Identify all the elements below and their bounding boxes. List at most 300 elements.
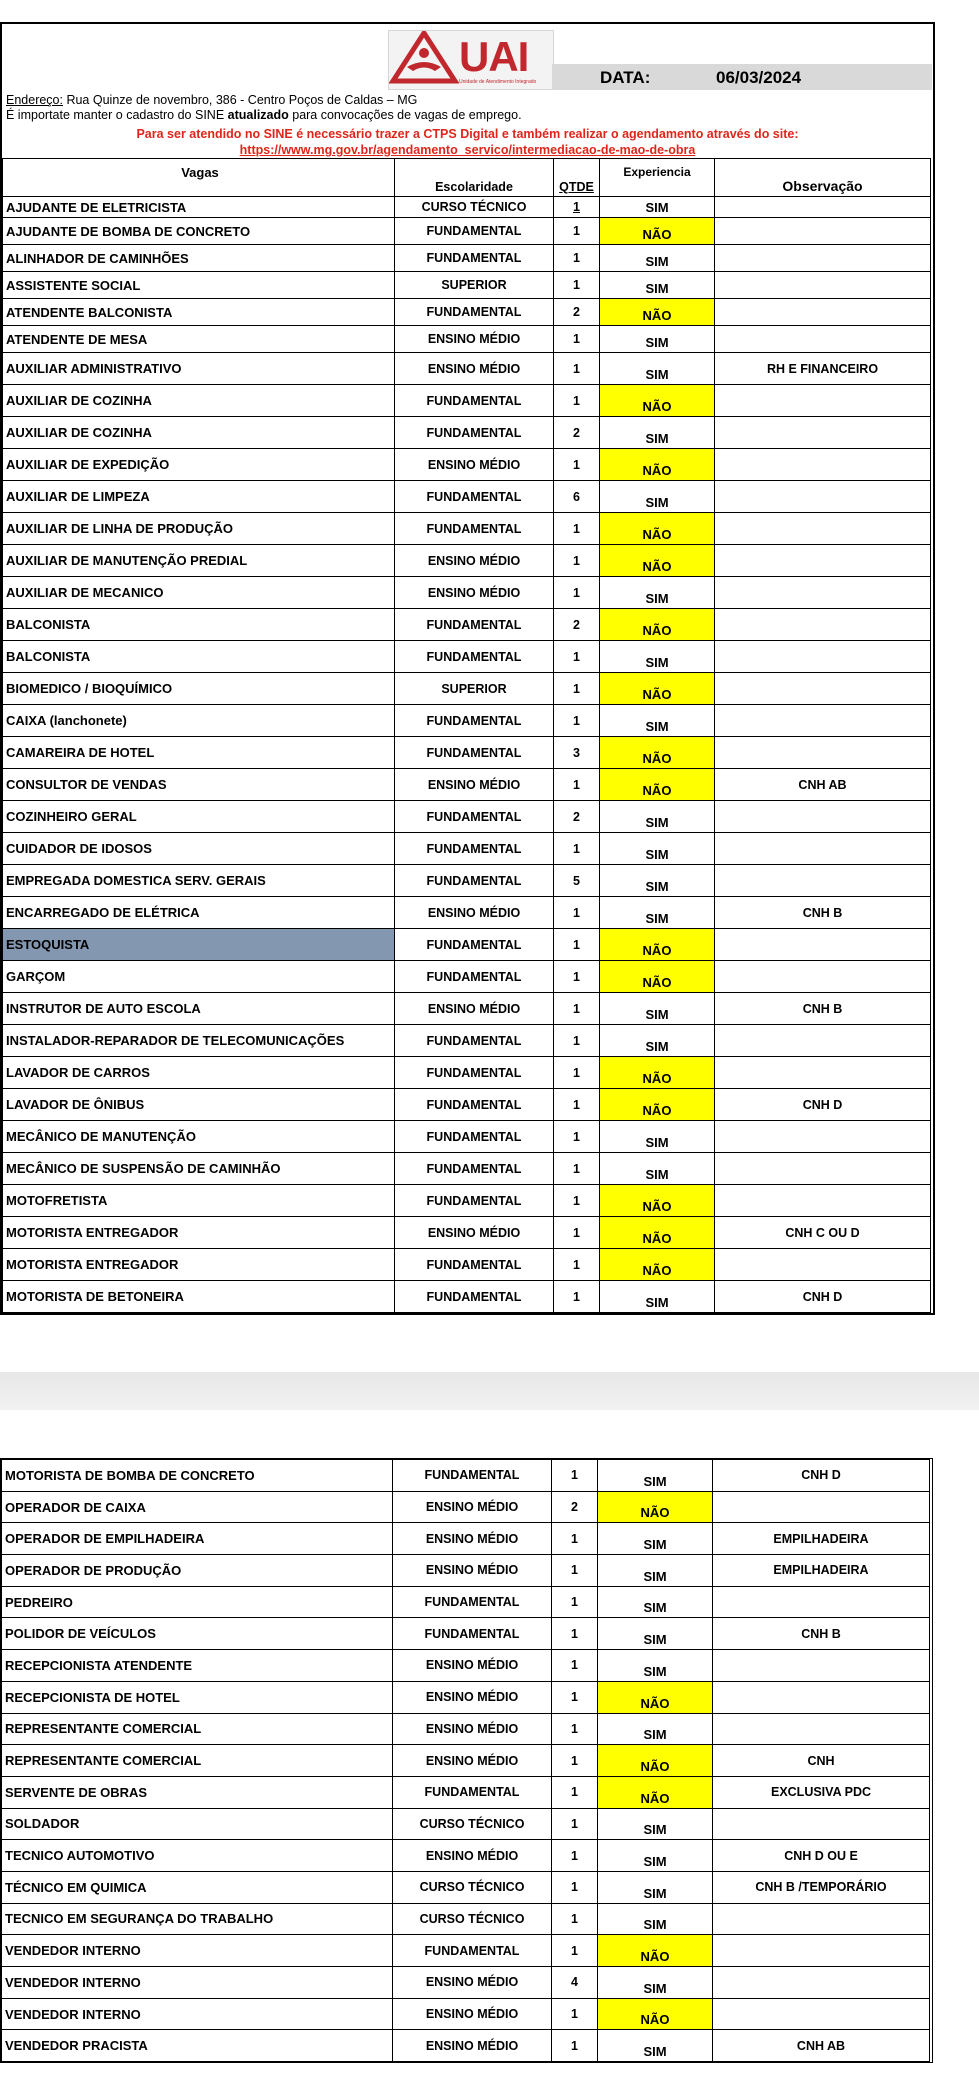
address-label: Endereço: bbox=[6, 93, 63, 107]
page-1 bbox=[0, 22, 935, 1315]
qtde-cell: 1 bbox=[554, 1089, 600, 1121]
qtde-cell: 1 bbox=[554, 1281, 600, 1313]
qtde-cell: 2 bbox=[554, 417, 600, 449]
qtde-cell: 1 bbox=[554, 929, 600, 961]
table-row bbox=[2, 1745, 930, 1777]
observacao-cell bbox=[715, 609, 931, 641]
observacao-cell: EMPILHADEIRA bbox=[713, 1523, 930, 1555]
date-label: DATA: bbox=[600, 68, 651, 87]
note-prefix: É importate manter o cadastro do SINE bbox=[6, 108, 228, 122]
registration-note bbox=[6, 108, 522, 122]
experiencia-cell: SIM bbox=[600, 865, 715, 897]
observacao-cell bbox=[713, 1586, 930, 1618]
escolaridade-cell: ENSINO MÉDIO bbox=[395, 449, 554, 481]
escolaridade-cell: FUNDAMENTAL bbox=[395, 929, 554, 961]
observacao-cell: CNH D bbox=[713, 1460, 930, 1492]
escolaridade-cell: FUNDAMENTAL bbox=[395, 609, 554, 641]
vaga-cell: OPERADOR DE PRODUÇÃO bbox=[2, 1555, 393, 1587]
observacao-cell: CNH B bbox=[713, 1618, 930, 1650]
qtde-cell: 1 bbox=[552, 1681, 598, 1713]
qtde-cell: 1 bbox=[552, 1650, 598, 1682]
vaga-cell: INSTALADOR-REPARADOR DE TELECOMUNICAÇÕES bbox=[3, 1025, 395, 1057]
table-row bbox=[3, 769, 931, 801]
observacao-cell bbox=[715, 673, 931, 705]
vaga-cell: RECEPCIONISTA ATENDENTE bbox=[2, 1650, 393, 1682]
qtde-cell: 1 bbox=[552, 1523, 598, 1555]
vaga-cell: MOTORISTA ENTREGADOR bbox=[3, 1217, 395, 1249]
table-row bbox=[3, 801, 931, 833]
escolaridade-cell: FUNDAMENTAL bbox=[395, 705, 554, 737]
experiencia-cell: SIM bbox=[598, 1871, 713, 1903]
experiencia-cell: SIM bbox=[598, 1523, 713, 1555]
vaga-cell: CAMAREIRA DE HOTEL bbox=[3, 737, 395, 769]
table-row bbox=[3, 197, 931, 218]
qtde-cell: 1 bbox=[554, 1217, 600, 1249]
vaga-cell: ATENDENTE DE MESA bbox=[3, 326, 395, 353]
vaga-cell: COZINHEIRO GERAL bbox=[3, 801, 395, 833]
vaga-cell: VENDEDOR INTERNO bbox=[2, 1998, 393, 2030]
escolaridade-cell: FUNDAMENTAL bbox=[395, 299, 554, 326]
table-row bbox=[3, 481, 931, 513]
table-row bbox=[2, 1967, 930, 1999]
escolaridade-cell: FUNDAMENTAL bbox=[395, 218, 554, 245]
vaga-cell: OPERADOR DE EMPILHADEIRA bbox=[2, 1523, 393, 1555]
escolaridade-cell: FUNDAMENTAL bbox=[395, 641, 554, 673]
observacao-cell bbox=[713, 1491, 930, 1523]
logo-text: UAI bbox=[459, 33, 529, 80]
escolaridade-cell: ENSINO MÉDIO bbox=[395, 993, 554, 1025]
experiencia-cell: NÃO bbox=[600, 961, 715, 993]
escolaridade-cell: FUNDAMENTAL bbox=[395, 1249, 554, 1281]
table-body-page-2 bbox=[2, 1460, 930, 2062]
vaga-cell: AUXILIAR DE COZINHA bbox=[3, 417, 395, 449]
table-row bbox=[3, 865, 931, 897]
experiencia-cell: NÃO bbox=[600, 1185, 715, 1217]
vaga-cell: RECEPCIONISTA DE HOTEL bbox=[2, 1681, 393, 1713]
escolaridade-cell: ENSINO MÉDIO bbox=[393, 1650, 552, 1682]
vaga-cell: PEDREIRO bbox=[2, 1586, 393, 1618]
table-row bbox=[3, 737, 931, 769]
page-gap bbox=[0, 1372, 979, 1410]
qtde-cell: 1 bbox=[554, 897, 600, 929]
observacao-cell: CNH D OU E bbox=[713, 1840, 930, 1872]
vaga-cell: SOLDADOR bbox=[2, 1808, 393, 1840]
qtde-cell: 1 bbox=[552, 1776, 598, 1808]
experiencia-cell: NÃO bbox=[600, 1057, 715, 1089]
escolaridade-cell: FUNDAMENTAL bbox=[393, 1618, 552, 1650]
observacao-cell bbox=[715, 1025, 931, 1057]
observacao-cell: CNH AB bbox=[713, 2030, 930, 2062]
qtde-cell: 1 bbox=[552, 1871, 598, 1903]
table-row bbox=[3, 1153, 931, 1185]
experiencia-cell: NÃO bbox=[600, 929, 715, 961]
uai-logo bbox=[388, 30, 554, 90]
observacao-cell bbox=[715, 326, 931, 353]
col-experiencia: Experiencia bbox=[600, 159, 715, 197]
escolaridade-cell: ENSINO MÉDIO bbox=[393, 1713, 552, 1745]
qtde-cell: 1 bbox=[554, 641, 600, 673]
vaga-cell: MOTOFRETISTA bbox=[3, 1185, 395, 1217]
vaga-cell: REPRESENTANTE COMERCIAL bbox=[2, 1745, 393, 1777]
table-row bbox=[2, 1713, 930, 1745]
escolaridade-cell: FUNDAMENTAL bbox=[395, 801, 554, 833]
experiencia-cell: NÃO bbox=[600, 218, 715, 245]
escolaridade-cell: ENSINO MÉDIO bbox=[393, 2030, 552, 2062]
escolaridade-cell: ENSINO MÉDIO bbox=[395, 545, 554, 577]
observacao-cell bbox=[715, 705, 931, 737]
vaga-cell: CONSULTOR DE VENDAS bbox=[3, 769, 395, 801]
observacao-cell bbox=[713, 1903, 930, 1935]
escolaridade-cell: FUNDAMENTAL bbox=[395, 481, 554, 513]
experiencia-cell: SIM bbox=[600, 245, 715, 272]
escolaridade-cell: ENSINO MÉDIO bbox=[393, 1967, 552, 1999]
table-row bbox=[3, 353, 931, 385]
vaga-cell: SERVENTE DE OBRAS bbox=[2, 1776, 393, 1808]
table-row bbox=[3, 417, 931, 449]
observacao-cell bbox=[715, 272, 931, 299]
escolaridade-cell: FUNDAMENTAL bbox=[395, 1121, 554, 1153]
experiencia-cell: SIM bbox=[600, 353, 715, 385]
observacao-cell bbox=[715, 513, 931, 545]
table-row bbox=[2, 2030, 930, 2062]
qtde-cell: 1 bbox=[552, 1998, 598, 2030]
table-row bbox=[2, 1808, 930, 1840]
table-row bbox=[3, 449, 931, 481]
escolaridade-cell: ENSINO MÉDIO bbox=[393, 1745, 552, 1777]
observacao-cell bbox=[715, 1185, 931, 1217]
col-observacao: Observação bbox=[715, 159, 931, 197]
qtde-cell: 1 bbox=[554, 245, 600, 272]
escolaridade-cell: FUNDAMENTAL bbox=[395, 245, 554, 272]
experiencia-cell: NÃO bbox=[600, 1249, 715, 1281]
vaga-cell: CUIDADOR DE IDOSOS bbox=[3, 833, 395, 865]
escolaridade-cell: CURSO TÉCNICO bbox=[395, 197, 554, 218]
experiencia-cell: NÃO bbox=[598, 1935, 713, 1967]
experiencia-cell: SIM bbox=[598, 1586, 713, 1618]
experiencia-cell: NÃO bbox=[600, 673, 715, 705]
escolaridade-cell: FUNDAMENTAL bbox=[393, 1586, 552, 1618]
vaga-cell: VENDEDOR INTERNO bbox=[2, 1935, 393, 1967]
table-row bbox=[3, 1089, 931, 1121]
qtde-cell: 1 bbox=[552, 1840, 598, 1872]
table-row bbox=[2, 1998, 930, 2030]
experiencia-cell: SIM bbox=[600, 272, 715, 299]
vaga-cell: VENDEDOR INTERNO bbox=[2, 1967, 393, 1999]
table-row bbox=[3, 673, 931, 705]
qtde-cell: 4 bbox=[552, 1967, 598, 1999]
table-header-row bbox=[3, 159, 931, 197]
table-row bbox=[2, 1618, 930, 1650]
table-row bbox=[3, 577, 931, 609]
experiencia-cell: NÃO bbox=[598, 1776, 713, 1808]
experiencia-cell: NÃO bbox=[600, 769, 715, 801]
vaga-cell: CAIXA (lanchonete) bbox=[3, 705, 395, 737]
table-row bbox=[2, 1460, 930, 1492]
qtde-cell: 1 bbox=[552, 2030, 598, 2062]
vaga-cell: REPRESENTANTE COMERCIAL bbox=[2, 1713, 393, 1745]
escolaridade-cell: ENSINO MÉDIO bbox=[393, 1523, 552, 1555]
observacao-cell bbox=[715, 1153, 931, 1185]
observacao-cell bbox=[713, 1967, 930, 1999]
escolaridade-cell: ENSINO MÉDIO bbox=[395, 769, 554, 801]
table-row bbox=[3, 1121, 931, 1153]
observacao-cell bbox=[715, 865, 931, 897]
experiencia-cell: SIM bbox=[598, 1555, 713, 1587]
qtde-cell: 1 bbox=[554, 673, 600, 705]
experiencia-cell: SIM bbox=[600, 1025, 715, 1057]
escolaridade-cell: FUNDAMENTAL bbox=[395, 865, 554, 897]
experiencia-cell: SIM bbox=[598, 2030, 713, 2062]
qtde-cell: 1 bbox=[552, 1555, 598, 1587]
escolaridade-cell: ENSINO MÉDIO bbox=[395, 353, 554, 385]
observacao-cell bbox=[715, 1249, 931, 1281]
table-row bbox=[3, 326, 931, 353]
vaga-cell: BIOMEDICO / BIOQUÍMICO bbox=[3, 673, 395, 705]
escolaridade-cell: FUNDAMENTAL bbox=[395, 417, 554, 449]
experiencia-cell: SIM bbox=[600, 833, 715, 865]
experiencia-cell: SIM bbox=[600, 417, 715, 449]
qtde-cell: 1 bbox=[554, 513, 600, 545]
observacao-cell: CNH C OU D bbox=[715, 1217, 931, 1249]
qtde-cell: 1 bbox=[552, 1713, 598, 1745]
page-2 bbox=[0, 1458, 933, 2063]
qtde-cell: 2 bbox=[554, 609, 600, 641]
table-row bbox=[3, 705, 931, 737]
vacancies-table-page-1 bbox=[2, 158, 931, 1313]
observacao-cell: EMPILHADEIRA bbox=[713, 1555, 930, 1587]
observacao-cell: CNH bbox=[713, 1745, 930, 1777]
experiencia-cell: NÃO bbox=[600, 513, 715, 545]
observacao-cell bbox=[715, 449, 931, 481]
escolaridade-cell: ENSINO MÉDIO bbox=[393, 1681, 552, 1713]
escolaridade-cell: FUNDAMENTAL bbox=[393, 1460, 552, 1492]
qtde-cell: 1 bbox=[554, 577, 600, 609]
observacao-cell bbox=[715, 961, 931, 993]
observacao-cell: CNH D bbox=[715, 1281, 931, 1313]
qtde-cell: 1 bbox=[554, 833, 600, 865]
escolaridade-cell: ENSINO MÉDIO bbox=[395, 577, 554, 609]
vaga-cell: AUXILIAR DE LINHA DE PRODUÇÃO bbox=[3, 513, 395, 545]
table-row bbox=[3, 272, 931, 299]
table-row bbox=[3, 961, 931, 993]
observacao-cell bbox=[713, 1935, 930, 1967]
experiencia-cell: SIM bbox=[600, 641, 715, 673]
vaga-cell: ENCARREGADO DE ELÉTRICA bbox=[3, 897, 395, 929]
escolaridade-cell: CURSO TÉCNICO bbox=[393, 1808, 552, 1840]
table-row bbox=[3, 993, 931, 1025]
qtde-cell: 1 bbox=[554, 272, 600, 299]
escolaridade-cell: FUNDAMENTAL bbox=[395, 1025, 554, 1057]
qtde-cell: 1 bbox=[554, 218, 600, 245]
address-line bbox=[6, 93, 417, 107]
experiencia-cell: NÃO bbox=[598, 1681, 713, 1713]
table-row bbox=[3, 385, 931, 417]
experiencia-cell: SIM bbox=[598, 1650, 713, 1682]
table-row bbox=[3, 897, 931, 929]
vaga-cell: LAVADOR DE ÔNIBUS bbox=[3, 1089, 395, 1121]
date-bar bbox=[552, 64, 932, 90]
vaga-cell: AUXILIAR ADMINISTRATIVO bbox=[3, 353, 395, 385]
address-text: Rua Quinze de novembro, 386 - Centro Poços de Caldas – MG bbox=[62, 93, 418, 107]
experiencia-cell: SIM bbox=[600, 1281, 715, 1313]
vaga-cell: POLIDOR DE VEÍCULOS bbox=[2, 1618, 393, 1650]
table-row bbox=[2, 1650, 930, 1682]
experiencia-cell: SIM bbox=[598, 1618, 713, 1650]
experiencia-cell: SIM bbox=[598, 1808, 713, 1840]
vaga-cell: INSTRUTOR DE AUTO ESCOLA bbox=[3, 993, 395, 1025]
observacao-cell bbox=[715, 417, 931, 449]
experiencia-cell: SIM bbox=[598, 1713, 713, 1745]
observacao-cell bbox=[715, 385, 931, 417]
table-row bbox=[3, 1249, 931, 1281]
col-escolaridade: Escolaridade bbox=[395, 159, 554, 197]
experiencia-cell: SIM bbox=[598, 1460, 713, 1492]
observacao-cell bbox=[715, 641, 931, 673]
experiencia-cell: NÃO bbox=[600, 299, 715, 326]
note-bold: atualizado bbox=[227, 108, 289, 122]
table-row bbox=[2, 1555, 930, 1587]
experiencia-cell: NÃO bbox=[600, 1217, 715, 1249]
escolaridade-cell: FUNDAMENTAL bbox=[395, 513, 554, 545]
table-row bbox=[2, 1523, 930, 1555]
observacao-cell bbox=[715, 1121, 931, 1153]
qtde-cell: 1 bbox=[554, 993, 600, 1025]
qtde-cell: 1 bbox=[554, 385, 600, 417]
vaga-cell: TECNICO EM SEGURANÇA DO TRABALHO bbox=[2, 1903, 393, 1935]
qtde-cell: 5 bbox=[554, 865, 600, 897]
vaga-cell: ALINHADOR DE CAMINHÕES bbox=[3, 245, 395, 272]
vaga-cell: AJUDANTE DE BOMBA DE CONCRETO bbox=[3, 218, 395, 245]
observacao-cell: CNH D bbox=[715, 1089, 931, 1121]
table-row bbox=[3, 218, 931, 245]
table-row bbox=[2, 1840, 930, 1872]
qtde-cell: 1 bbox=[552, 1618, 598, 1650]
observacao-cell bbox=[715, 481, 931, 513]
experiencia-cell: NÃO bbox=[600, 609, 715, 641]
observacao-cell bbox=[715, 218, 931, 245]
escolaridade-cell: FUNDAMENTAL bbox=[393, 1935, 552, 1967]
escolaridade-cell: CURSO TÉCNICO bbox=[393, 1871, 552, 1903]
table-row bbox=[3, 1281, 931, 1313]
experiencia-cell: SIM bbox=[598, 1967, 713, 1999]
table-row bbox=[3, 929, 931, 961]
table-row bbox=[3, 299, 931, 326]
observacao-cell bbox=[715, 1057, 931, 1089]
escolaridade-cell: SUPERIOR bbox=[395, 272, 554, 299]
experiencia-cell: SIM bbox=[600, 705, 715, 737]
observacao-cell: CNH B bbox=[715, 993, 931, 1025]
qtde-cell: 1 bbox=[554, 961, 600, 993]
qtde-cell: 1 bbox=[554, 1185, 600, 1217]
observacao-cell bbox=[713, 1808, 930, 1840]
qtde-cell: 1 bbox=[552, 1745, 598, 1777]
vaga-cell: TECNICO AUTOMOTIVO bbox=[2, 1840, 393, 1872]
escolaridade-cell: FUNDAMENTAL bbox=[395, 833, 554, 865]
observacao-cell bbox=[713, 1998, 930, 2030]
experiencia-cell: NÃO bbox=[600, 1089, 715, 1121]
scheduling-link[interactable]: https://www.mg.gov.br/agendamento_servico/intermediacao-de-mao-de-obra bbox=[239, 143, 696, 157]
vaga-cell: ESTOQUISTA bbox=[3, 929, 395, 961]
table-row bbox=[2, 1491, 930, 1523]
col-qtde: QTDE bbox=[554, 159, 600, 197]
experiencia-cell: NÃO bbox=[598, 1998, 713, 2030]
observacao-cell: CNH AB bbox=[715, 769, 931, 801]
table-row bbox=[3, 245, 931, 272]
table-row bbox=[3, 641, 931, 673]
vaga-cell: LAVADOR DE CARROS bbox=[3, 1057, 395, 1089]
vaga-cell: AUXILIAR DE EXPEDIÇÃO bbox=[3, 449, 395, 481]
vaga-cell: OPERADOR DE CAIXA bbox=[2, 1491, 393, 1523]
qtde-cell: 1 bbox=[554, 449, 600, 481]
qtde-cell: 6 bbox=[554, 481, 600, 513]
uai-logo-icon bbox=[389, 31, 459, 89]
escolaridade-cell: ENSINO MÉDIO bbox=[393, 1840, 552, 1872]
experiencia-cell: SIM bbox=[600, 1121, 715, 1153]
escolaridade-cell: SUPERIOR bbox=[395, 673, 554, 705]
vaga-cell: BALCONISTA bbox=[3, 641, 395, 673]
escolaridade-cell: FUNDAMENTAL bbox=[395, 737, 554, 769]
observacao-cell bbox=[715, 577, 931, 609]
vaga-cell: ASSISTENTE SOCIAL bbox=[3, 272, 395, 299]
date-value: 06/03/2024 bbox=[716, 68, 802, 87]
observacao-cell bbox=[715, 299, 931, 326]
observacao-cell: EXCLUSIVA PDC bbox=[713, 1776, 930, 1808]
table-row bbox=[3, 513, 931, 545]
observacao-cell: CNH B bbox=[715, 897, 931, 929]
experiencia-cell: SIM bbox=[600, 481, 715, 513]
qtde-cell: 2 bbox=[554, 299, 600, 326]
escolaridade-cell: ENSINO MÉDIO bbox=[395, 326, 554, 353]
table-row bbox=[3, 833, 931, 865]
table-row bbox=[2, 1871, 930, 1903]
escolaridade-cell: FUNDAMENTAL bbox=[395, 1057, 554, 1089]
observacao-cell bbox=[715, 545, 931, 577]
qtde-cell: 1 bbox=[554, 1153, 600, 1185]
experiencia-cell: SIM bbox=[600, 1153, 715, 1185]
observacao-cell bbox=[715, 245, 931, 272]
table-row bbox=[2, 1586, 930, 1618]
qtde-cell: 1 bbox=[554, 1249, 600, 1281]
vaga-cell: BALCONISTA bbox=[3, 609, 395, 641]
experiencia-cell: NÃO bbox=[598, 1491, 713, 1523]
vaga-cell: MOTORISTA ENTREGADOR bbox=[3, 1249, 395, 1281]
escolaridade-cell: ENSINO MÉDIO bbox=[393, 1555, 552, 1587]
qtde-cell: 1 bbox=[552, 1460, 598, 1492]
table-row bbox=[2, 1903, 930, 1935]
qtde-cell: 1 bbox=[554, 197, 600, 218]
table-row bbox=[3, 609, 931, 641]
vacancies-table-page-2 bbox=[1, 1459, 930, 2062]
vaga-cell: MOTORISTA DE BETONEIRA bbox=[3, 1281, 395, 1313]
table-row bbox=[3, 1057, 931, 1089]
ctps-notice: Para ser atendido no SINE é necessário trazer a CTPS Digital e também realizar o agendamento através do site: bbox=[136, 127, 799, 141]
vaga-cell: MECÂNICO DE MANUTENÇÃO bbox=[3, 1121, 395, 1153]
qtde-cell: 1 bbox=[554, 769, 600, 801]
escolaridade-cell: FUNDAMENTAL bbox=[395, 1089, 554, 1121]
escolaridade-cell: FUNDAMENTAL bbox=[395, 1153, 554, 1185]
observacao-cell bbox=[713, 1713, 930, 1745]
table-row bbox=[3, 1185, 931, 1217]
qtde-cell: 1 bbox=[554, 353, 600, 385]
observacao-cell bbox=[715, 197, 931, 218]
experiencia-cell: NÃO bbox=[600, 737, 715, 769]
qtde-cell: 1 bbox=[552, 1903, 598, 1935]
experiencia-cell: SIM bbox=[600, 801, 715, 833]
experiencia-cell: SIM bbox=[600, 577, 715, 609]
qtde-cell: 1 bbox=[552, 1808, 598, 1840]
qtde-cell: 1 bbox=[554, 1121, 600, 1153]
escolaridade-cell: FUNDAMENTAL bbox=[395, 1281, 554, 1313]
